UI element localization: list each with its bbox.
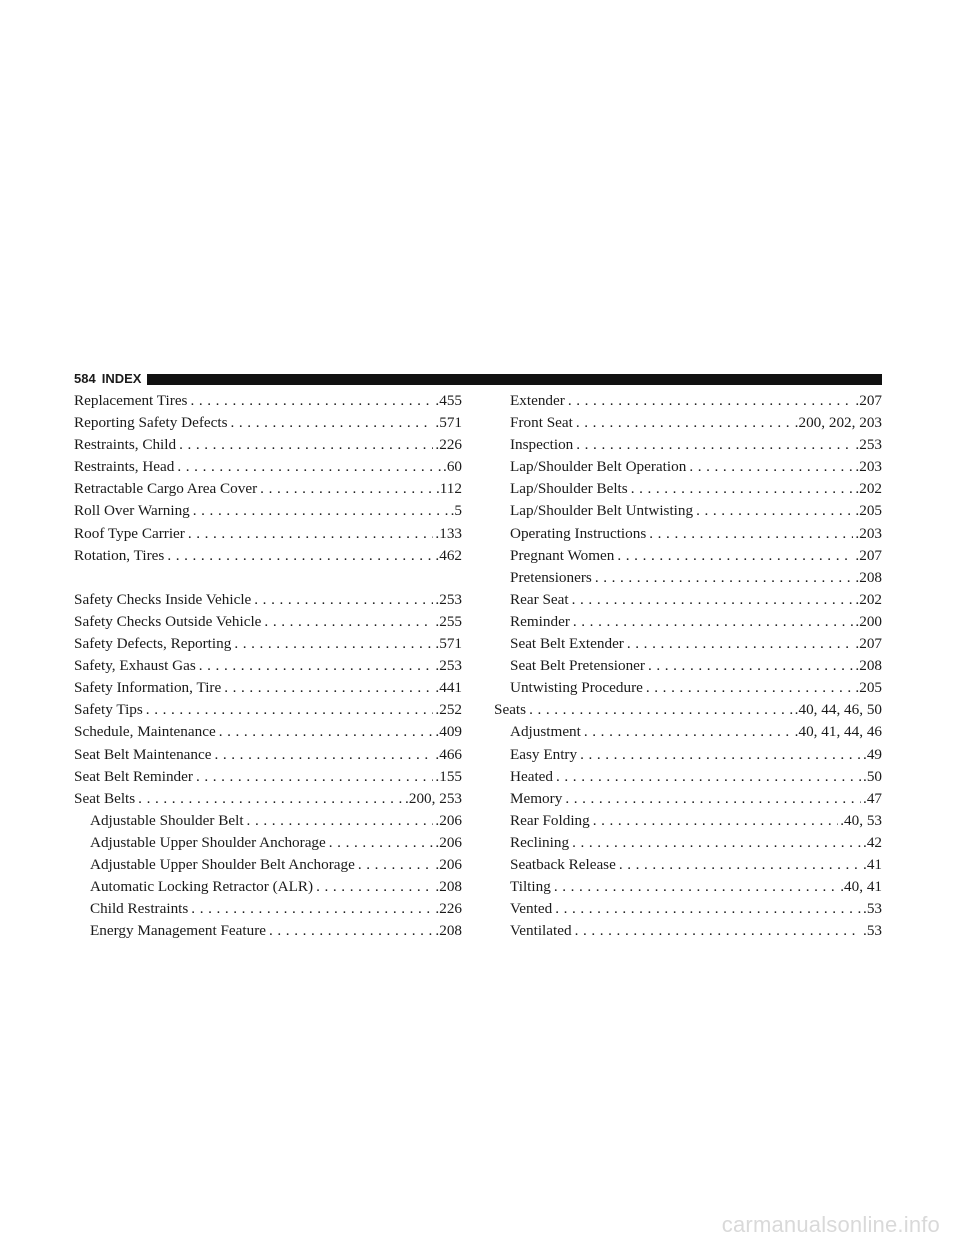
index-subentry (74, 854, 462, 876)
index-subentry (494, 390, 882, 412)
entry-label: Adjustable Upper Shoulder Belt Anchorage (90, 855, 355, 873)
entry-pages: .202 (855, 590, 882, 608)
index-subentry (494, 567, 882, 589)
entry-label: Rotation, Tires (74, 546, 165, 564)
entry-pages: .203 (855, 524, 882, 542)
index-entry (74, 766, 462, 788)
entry-pages: .409 (435, 723, 462, 741)
entry-pages: .571 (435, 635, 462, 653)
section-title: INDEX (101, 371, 142, 386)
index-column-right (494, 390, 882, 942)
entry-label: Restraints, Child (74, 436, 177, 454)
entry-label: Roll Over Warning (74, 502, 190, 520)
entry-pages: .441 (435, 679, 462, 697)
entry-pages: .208 (435, 922, 462, 940)
index-entry (74, 788, 462, 810)
entry-pages: .49 (863, 745, 882, 763)
entry-pages: .205 (855, 679, 882, 697)
entry-pages: .571 (435, 414, 462, 432)
entry-label: Seat Belts (74, 789, 136, 807)
entry-label: Retractable Cargo Area Cover (74, 480, 258, 498)
group-spacer (74, 567, 462, 589)
index-subentry (494, 633, 882, 655)
entry-pages: .42 (863, 833, 882, 851)
index-subentry (494, 788, 882, 810)
entry-label: Safety Defects, Reporting (74, 635, 232, 653)
entry-label: Easy Entry (510, 745, 578, 763)
header-rule (147, 374, 882, 385)
entry-pages: .253 (855, 436, 882, 454)
entry-pages: .208 (855, 657, 882, 675)
entry-label: Reporting Safety Defects (74, 414, 228, 432)
entry-pages: .207 (855, 635, 882, 653)
entry-pages: .462 (435, 546, 462, 564)
entry-pages: .202 (855, 480, 882, 498)
index-subentry (494, 545, 882, 567)
index-subentry (494, 434, 882, 456)
entry-pages: .53 (863, 900, 882, 918)
entry-pages: .207 (855, 392, 882, 409)
entry-label: Extender (510, 392, 565, 409)
entry-pages: .455 (435, 392, 462, 409)
entry-label: Automatic Locking Retractor (ALR) (90, 878, 314, 896)
entry-label: Pretensioners (510, 568, 592, 586)
entry-pages: .207 (855, 546, 882, 564)
entry-label: Seat Belt Pretensioner (510, 657, 645, 675)
entry-pages: .252 (435, 701, 462, 719)
entry-label: Seats (494, 701, 527, 719)
entry-label: Memory (510, 789, 563, 807)
entry-pages: .50 (863, 767, 882, 785)
entry-pages: .155 (435, 767, 462, 785)
index-subentry (494, 898, 882, 920)
entry-pages: .200, 202, 203 (794, 414, 882, 432)
entry-pages: .255 (435, 612, 462, 630)
entry-label: Vented (510, 900, 553, 918)
index-subentry (494, 832, 882, 854)
entry-label: Lap/Shoulder Belt Operation (510, 458, 687, 476)
index-entry (74, 412, 462, 434)
entry-pages: .47 (863, 789, 882, 807)
entry-label: Lap/Shoulder Belt Untwisting (510, 502, 694, 520)
index-entry (494, 699, 882, 721)
index-entry (74, 744, 462, 766)
index-entry (74, 390, 462, 412)
entry-label: Adjustment (510, 723, 581, 741)
index-subentry (494, 677, 882, 699)
index-subentry (494, 611, 882, 633)
index-entry (74, 611, 462, 633)
entry-pages: .226 (435, 900, 462, 918)
index-subentry (494, 810, 882, 832)
page-number: 584 (74, 371, 96, 386)
index-entry (74, 633, 462, 655)
entry-label: Reminder (510, 612, 570, 630)
entry-label: Safety, Exhaust Gas (74, 657, 196, 675)
entry-pages: .208 (855, 568, 882, 586)
index-subentry (494, 744, 882, 766)
page-header (74, 371, 882, 387)
entry-label: Seat Belt Maintenance (74, 745, 212, 763)
entry-pages: .253 (435, 657, 462, 675)
entry-pages: .200, 253 (405, 789, 462, 807)
entry-label: Safety Information, Tire (74, 679, 222, 697)
index-subentry (494, 500, 882, 522)
entry-pages: .40, 41 (840, 878, 882, 896)
entry-label: Inspection (510, 436, 574, 454)
index-entry (74, 699, 462, 721)
entry-pages: .208 (435, 878, 462, 896)
entry-label: Rear Seat (510, 590, 569, 608)
index-entry (74, 677, 462, 699)
entry-label: Lap/Shoulder Belts (510, 480, 628, 498)
entry-pages: .205 (855, 502, 882, 520)
entry-pages: .206 (435, 811, 462, 829)
entry-pages: .40, 44, 46, 50 (794, 701, 882, 719)
entry-label: Safety Tips (74, 701, 143, 719)
entry-label: Seatback Release (510, 855, 616, 873)
entry-pages: .226 (435, 436, 462, 454)
entry-pages: .40, 41, 44, 46 (794, 723, 882, 741)
entry-pages: .40, 53 (840, 811, 882, 829)
index-subentry (494, 412, 882, 434)
entry-label: Pregnant Women (510, 546, 615, 564)
index-subentry (74, 920, 462, 942)
index-entry (74, 500, 462, 522)
entry-pages: .200 (855, 612, 882, 630)
entry-label: Roof Type Carrier (74, 524, 185, 542)
index-entry (74, 456, 462, 478)
index-subentry (494, 920, 882, 942)
index-subentry (494, 589, 882, 611)
entry-label: Heated (510, 767, 554, 785)
entry-label: Untwisting Procedure (510, 679, 643, 697)
entry-pages: .133 (435, 524, 462, 542)
index-subentry (494, 721, 882, 743)
index-entry (74, 589, 462, 611)
index-entry (74, 523, 462, 545)
entry-label: Child Restraints (90, 900, 189, 918)
entry-pages: .253 (435, 590, 462, 608)
index-subentry (74, 876, 462, 898)
entry-pages: .53 (863, 922, 882, 940)
entry-label: Adjustable Upper Shoulder Anchorage (90, 833, 326, 851)
entry-pages: .203 (855, 458, 882, 476)
entry-pages: .206 (435, 833, 462, 851)
entry-label: Ventilated (510, 922, 572, 940)
index-subentry (74, 832, 462, 854)
entry-label: Safety Checks Outside Vehicle (74, 612, 262, 630)
entry-label: Rear Folding (510, 811, 590, 829)
index-subentry (494, 456, 882, 478)
entry-label: Schedule, Maintenance (74, 723, 216, 741)
entry-label: Seat Belt Extender (510, 635, 624, 653)
entry-label: Seat Belt Reminder (74, 767, 193, 785)
index-subentry (74, 898, 462, 920)
index-column-left (74, 390, 462, 942)
entry-pages: .466 (435, 745, 462, 763)
entry-label: Restraints, Head (74, 458, 175, 476)
index-subentry (494, 876, 882, 898)
entry-label: Adjustable Shoulder Belt (90, 811, 244, 829)
watermark: carmanualsonline.info (721, 1212, 940, 1237)
entry-label: Energy Management Feature (90, 922, 266, 940)
entry-label: Operating Instructions (510, 524, 647, 542)
index-subentry (494, 766, 882, 788)
index-entry (74, 655, 462, 677)
entry-pages: .206 (435, 855, 462, 873)
entry-label: Reclining (510, 833, 570, 851)
entry-label: Replacement Tires (74, 392, 188, 409)
index-subentry (494, 523, 882, 545)
entry-pages: .60 (443, 458, 462, 476)
index-entry (74, 721, 462, 743)
index-subentry (494, 655, 882, 677)
index-entry (74, 434, 462, 456)
entry-label: Tilting (510, 878, 551, 896)
entry-label: Front Seat (510, 414, 573, 432)
index-subentry (494, 478, 882, 500)
entry-pages: .5 (450, 502, 462, 520)
index-entry (74, 478, 462, 500)
entry-label: Safety Checks Inside Vehicle (74, 590, 252, 608)
index-entry (74, 545, 462, 567)
entry-pages: .41 (863, 855, 882, 873)
entry-pages: .112 (435, 480, 462, 498)
index-subentry (494, 854, 882, 876)
index-subentry (74, 810, 462, 832)
